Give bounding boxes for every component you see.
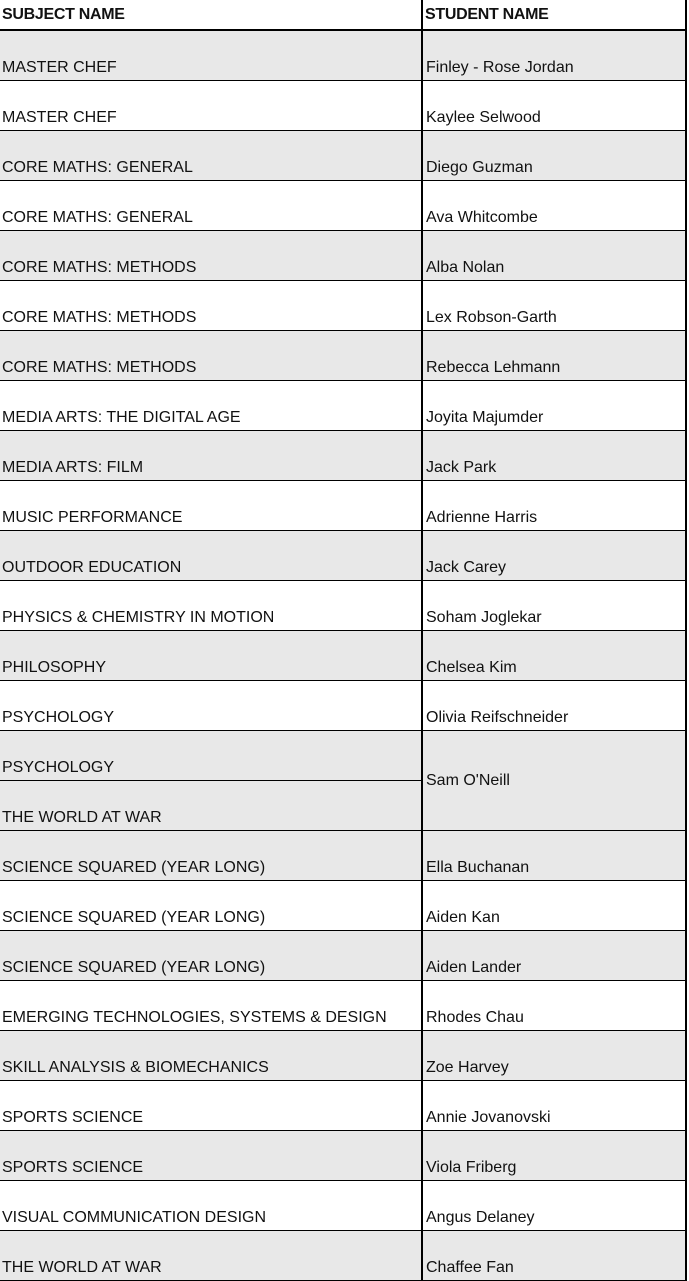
table-row xyxy=(0,231,686,281)
subject-cell[interactable]: SPORTS SCIENCE xyxy=(0,1081,422,1131)
student-cell[interactable]: Alba Nolan xyxy=(422,231,686,281)
table-row xyxy=(0,1231,686,1281)
student-cell[interactable]: Chelsea Kim xyxy=(422,631,686,681)
table-row xyxy=(0,581,686,631)
subject-cell[interactable]: SCIENCE SQUARED (YEAR LONG) xyxy=(0,831,422,881)
subject-cell[interactable]: EMERGING TECHNOLOGIES, SYSTEMS & DESIGN xyxy=(0,981,422,1031)
subject-cell[interactable]: PSYCHOLOGY xyxy=(0,731,422,781)
table-row xyxy=(0,431,686,481)
student-cell[interactable]: Diego Guzman xyxy=(422,131,686,181)
table-row xyxy=(0,381,686,431)
subject-cell[interactable]: CORE MATHS: METHODS xyxy=(0,231,422,281)
subject-cell[interactable]: THE WORLD AT WAR xyxy=(0,1231,422,1281)
header-row xyxy=(0,0,686,30)
subject-cell[interactable]: SKILL ANALYSIS & BIOMECHANICS xyxy=(0,1031,422,1081)
student-cell[interactable]: Angus Delaney xyxy=(422,1181,686,1231)
subject-name-header[interactable]: SUBJECT NAME xyxy=(0,0,422,30)
table-row xyxy=(0,881,686,931)
student-cell[interactable]: Rhodes Chau xyxy=(422,981,686,1031)
subject-cell[interactable]: THE WORLD AT WAR xyxy=(0,781,422,831)
table-row xyxy=(0,631,686,681)
subject-cell[interactable]: MEDIA ARTS: THE DIGITAL AGE xyxy=(0,381,422,431)
student-cell[interactable]: Ava Whitcombe xyxy=(422,181,686,231)
subject-cell[interactable]: CORE MATHS: GENERAL xyxy=(0,131,422,181)
table-row xyxy=(0,1181,686,1231)
subject-cell[interactable]: PHYSICS & CHEMISTRY IN MOTION xyxy=(0,581,422,631)
subject-cell[interactable]: OUTDOOR EDUCATION xyxy=(0,531,422,581)
table-row xyxy=(0,1131,686,1181)
table-row xyxy=(0,931,686,981)
subject-cell[interactable]: SPORTS SCIENCE xyxy=(0,1131,422,1181)
subject-cell[interactable]: MASTER CHEF xyxy=(0,30,422,81)
student-cell[interactable]: Olivia Reifschneider xyxy=(422,681,686,731)
table-row xyxy=(0,181,686,231)
student-cell[interactable]: Rebecca Lehmann xyxy=(422,331,686,381)
subject-cell[interactable]: CORE MATHS: GENERAL xyxy=(0,181,422,231)
student-cell[interactable]: Jack Carey xyxy=(422,531,686,581)
table-row xyxy=(0,1031,686,1081)
student-name-header[interactable]: STUDENT NAME xyxy=(422,0,686,30)
table-row xyxy=(0,531,686,581)
student-cell[interactable]: Jack Park xyxy=(422,431,686,481)
student-cell[interactable]: Viola Friberg xyxy=(422,1131,686,1181)
student-cell[interactable]: Zoe Harvey xyxy=(422,1031,686,1081)
student-cell[interactable]: Annie Jovanovski xyxy=(422,1081,686,1131)
subject-cell[interactable]: SCIENCE SQUARED (YEAR LONG) xyxy=(0,881,422,931)
student-cell[interactable]: Soham Joglekar xyxy=(422,581,686,631)
subject-cell[interactable]: MUSIC PERFORMANCE xyxy=(0,481,422,531)
table-row xyxy=(0,481,686,531)
student-cell[interactable]: Adrienne Harris xyxy=(422,481,686,531)
student-cell[interactable]: Chaffee Fan xyxy=(422,1231,686,1281)
table-row xyxy=(0,81,686,131)
subject-cell[interactable]: MASTER CHEF xyxy=(0,81,422,131)
subject-cell[interactable]: PSYCHOLOGY xyxy=(0,681,422,731)
subject-cell[interactable]: CORE MATHS: METHODS xyxy=(0,331,422,381)
table-row xyxy=(0,281,686,331)
subject-cell[interactable]: CORE MATHS: METHODS xyxy=(0,281,422,331)
student-cell[interactable]: Lex Robson-Garth xyxy=(422,281,686,331)
student-cell[interactable]: Ella Buchanan xyxy=(422,831,686,881)
table-row xyxy=(0,831,686,881)
table-row xyxy=(0,1081,686,1131)
student-cell[interactable]: Finley - Rose Jordan xyxy=(422,30,686,81)
table-row xyxy=(0,981,686,1031)
student-cell[interactable]: Joyita Majumder xyxy=(422,381,686,431)
student-cell[interactable]: Sam O'Neill xyxy=(422,731,686,831)
table-body xyxy=(0,30,686,1281)
table-row xyxy=(0,30,686,81)
student-cell[interactable]: Aiden Kan xyxy=(422,881,686,931)
student-cell[interactable]: Kaylee Selwood xyxy=(422,81,686,131)
table-row xyxy=(0,131,686,181)
subject-cell[interactable]: MEDIA ARTS: FILM xyxy=(0,431,422,481)
table-row xyxy=(0,731,686,781)
subject-cell[interactable]: SCIENCE SQUARED (YEAR LONG) xyxy=(0,931,422,981)
table-row xyxy=(0,331,686,381)
subject-cell[interactable]: VISUAL COMMUNICATION DESIGN xyxy=(0,1181,422,1231)
subject-cell[interactable]: PHILOSOPHY xyxy=(0,631,422,681)
table-row xyxy=(0,681,686,731)
student-cell[interactable]: Aiden Lander xyxy=(422,931,686,981)
